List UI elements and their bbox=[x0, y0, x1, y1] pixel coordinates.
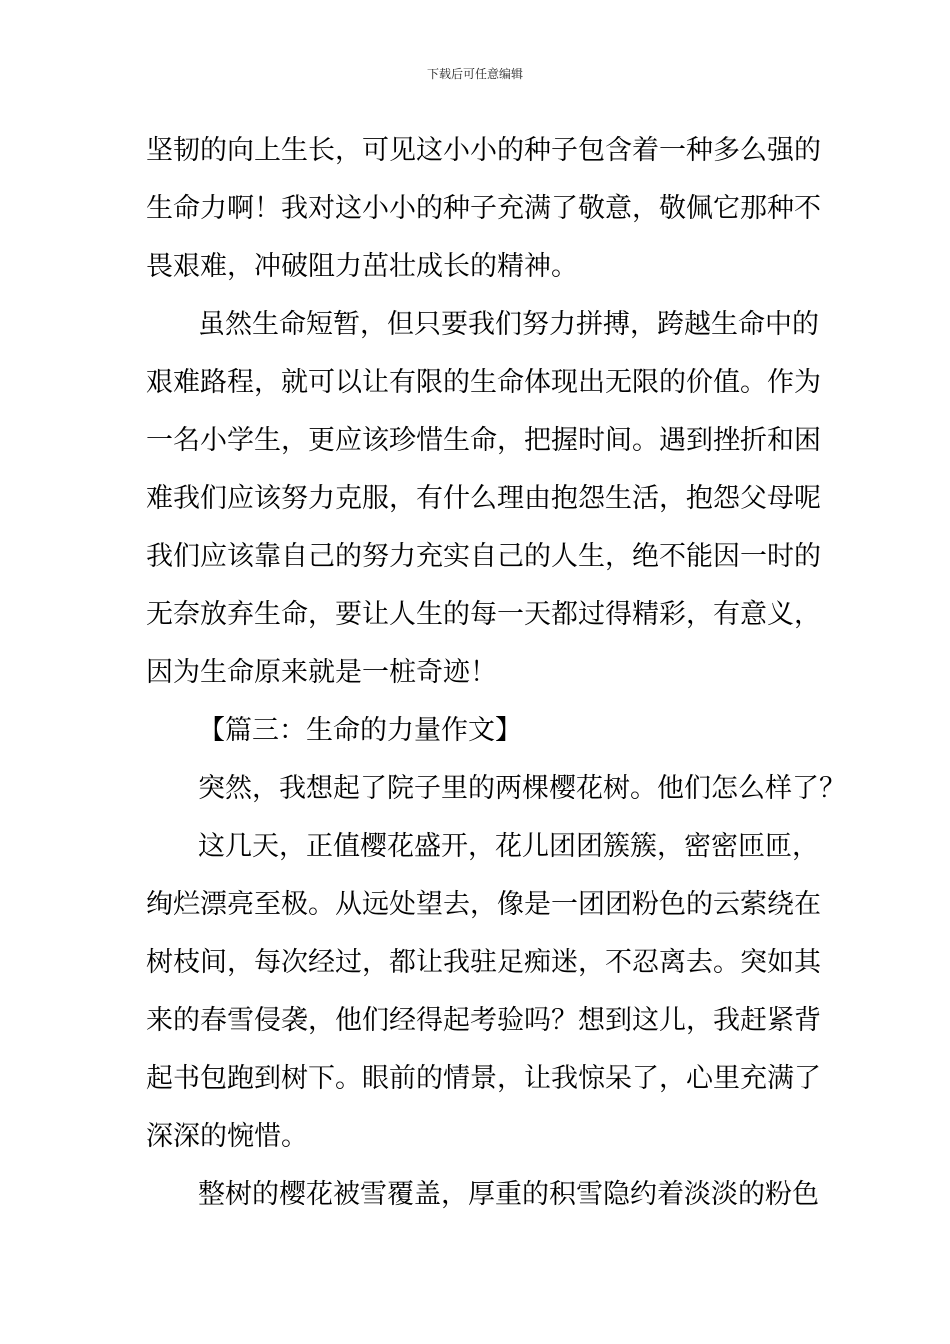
text-line: 深深的惋惜。 bbox=[146, 1121, 308, 1152]
text-line: 生命力啊！我对这小小的种子充满了敬意，敬佩它那种不 bbox=[146, 193, 821, 224]
text-line: 树枝间，每次经过，都让我驻足痴迷，不忍离去。突如其 bbox=[146, 947, 821, 978]
text-line: 突然，我想起了院子里的两棵樱花树。他们怎么样了？ bbox=[198, 773, 846, 804]
paragraph bbox=[146, 818, 821, 1166]
section-heading bbox=[146, 702, 806, 760]
text-line: 整树的樱花被雪覆盖，厚重的积雪隐约着淡淡的粉色 bbox=[198, 1179, 819, 1210]
text-line: 坚韧的向上生长，可见这小小的种子包含着一种多么强的 bbox=[146, 135, 821, 166]
text-line: 一名小学生，更应该珍惜生命，把握时间。遇到挫折和困 bbox=[146, 425, 821, 456]
text-line: 畏艰难，冲破阻力茁壮成长的精神。 bbox=[146, 251, 578, 282]
paragraph bbox=[146, 122, 821, 296]
paragraph bbox=[146, 296, 821, 702]
text-line: 起书包跑到树下。眼前的情景，让我惊呆了，心里充满了 bbox=[146, 1063, 821, 1094]
paragraph bbox=[146, 1166, 819, 1224]
document-body bbox=[146, 122, 846, 1224]
text-line: 我们应该靠自己的努力充实自己的人生，绝不能因一时的 bbox=[146, 541, 821, 572]
text-line: 来的春雪侵袭，他们经得起考验吗？想到这儿，我赶紧背 bbox=[146, 1005, 821, 1036]
text-line: 虽然生命短暂，但只要我们努力拼搏，跨越生命中的 bbox=[198, 309, 819, 340]
text-line: 绚烂漂亮至极。从远处望去，像是一团团粉色的云萦绕在 bbox=[146, 889, 821, 920]
text-line: 难我们应该努力克服，有什么理由抱怨生活，抱怨父母呢 bbox=[146, 483, 821, 514]
text-line: 艰难路程，就可以让有限的生命体现出无限的价值。作为 bbox=[146, 367, 821, 398]
text-line: 这几天，正值樱花盛开，花儿团团簇簇，密密匝匝， bbox=[198, 831, 819, 862]
paragraph bbox=[146, 760, 846, 818]
page-header: 下载后可任意编辑 bbox=[426, 67, 523, 81]
section-title: 【篇三：生命的力量作文】 bbox=[198, 715, 522, 746]
text-line: 无奈放弃生命，要让人生的每一天都过得精彩，有意义， bbox=[146, 599, 821, 630]
text-line: 因为生命原来就是一桩奇迹！ bbox=[146, 657, 497, 688]
